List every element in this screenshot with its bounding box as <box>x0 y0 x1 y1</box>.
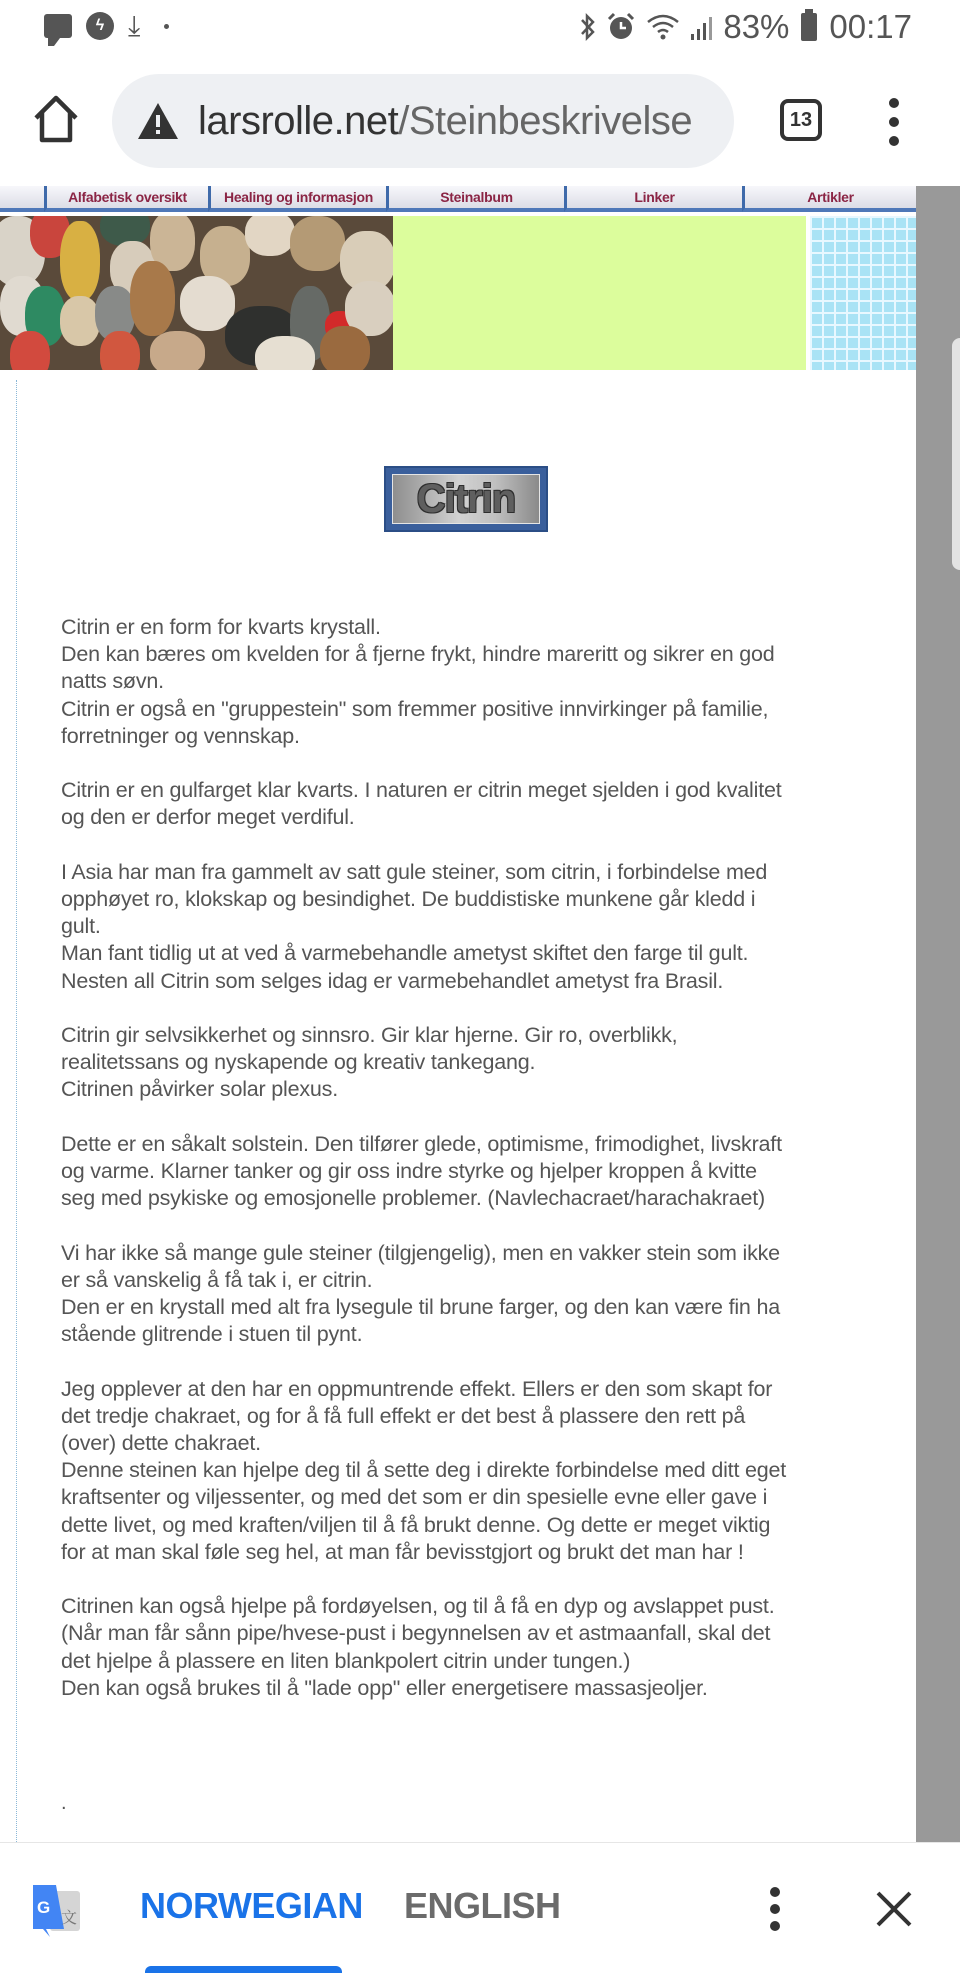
banner-lime-block <box>393 216 806 370</box>
home-icon[interactable] <box>30 94 82 144</box>
browser-menu-icon[interactable] <box>884 98 904 146</box>
dot-icon <box>164 24 169 29</box>
paragraph-line: seg med psykiske og emosjonelle problemer. (Navlechacraet/harachakraet) <box>61 1186 766 1211</box>
paragraph-line: Citrin gir selvsikkerhet og sinnsro. Gir klar hjerne. Gir ro, overblikk, <box>61 1023 678 1047</box>
paragraph-line: Nesten all Citrin som selges idag er varmebehandlet ametyst fra Brasil. <box>61 968 724 993</box>
paragraph-line: Citrin er en form for kvarts krystall. <box>61 615 381 639</box>
paragraph-line: (over) dette chakraet. <box>61 1431 261 1455</box>
article-paragraph <box>61 1131 881 1213</box>
clock: 00:17 <box>829 8 912 45</box>
wifi-icon <box>645 12 681 42</box>
alarm-icon <box>605 11 637 43</box>
system-icons <box>579 8 912 46</box>
nav-healing-og-informasjon[interactable]: Healing og informasjon <box>208 186 386 212</box>
article-body <box>61 614 881 1729</box>
paragraph-line: det tredje chakraet, og for å få full effekt er det best å plassere den rett på <box>61 1403 746 1428</box>
translate-bar <box>0 1842 960 1973</box>
paragraph-line: Man fant tidlig ut at ved å varmebehandle ametyst skiftet den farge til gult. <box>61 941 749 966</box>
browser-toolbar <box>0 56 960 186</box>
bluetooth-icon <box>579 12 597 42</box>
battery-icon <box>801 13 817 41</box>
paragraph-line: I Asia har man fra gammelt av satt gule steiner, som citrin, i forbindelse med <box>61 859 768 884</box>
paragraph-line: realitetssans og nyskapende og kreativ tankegang. <box>61 1050 536 1075</box>
nav-artikler[interactable]: Artikler <box>742 186 916 212</box>
paragraph-line: kraftsenter og viljessenter, og med det som er din spesielle evne eller gave i <box>61 1485 768 1510</box>
paragraph-line: og varme. Klarner tanker og gir oss indre styrke og hjelper kroppen å kvitte <box>61 1159 757 1183</box>
address-bar[interactable] <box>112 74 734 168</box>
paragraph-line: og den er derfor meget verdiful. <box>61 805 355 830</box>
message-icon <box>44 14 72 38</box>
nav-alfabetisk-oversikt[interactable]: Alfabetisk oversikt <box>44 186 208 212</box>
url-domain: larsrolle.net <box>198 98 399 143</box>
paragraph-line: stående glitrende i stuen til pynt. <box>61 1322 363 1347</box>
article-paragraph <box>61 1022 881 1104</box>
paragraph-line: natts søvn. <box>61 669 164 694</box>
paragraph-line: gult. <box>61 914 101 939</box>
target-language-tab[interactable]: ENGLISH <box>404 1885 561 1926</box>
article-paragraph <box>61 1240 881 1349</box>
paragraph-line: Jeg opplever at den har en oppmuntrende effekt. Ellers er den som skapt for <box>61 1376 773 1401</box>
nav-linker[interactable]: Linker <box>564 186 742 212</box>
paragraph-line: Den er en krystall med alt fra lysegule til brune farger, og den kan være fin ha <box>61 1295 780 1319</box>
article-paragraph <box>61 777 881 831</box>
google-translate-icon <box>30 1883 82 1939</box>
nav-steinalbum[interactable]: Steinalbum <box>386 186 564 212</box>
paragraph-line: forretninger og vennskap. <box>61 723 300 748</box>
paragraph-line: Den kan også brukes til å "lade opp" eller energetisere massasjeoljer. <box>61 1675 708 1700</box>
warning-icon[interactable] <box>136 101 180 141</box>
article-paragraph <box>61 1593 881 1702</box>
tab-switcher-button[interactable]: 13 <box>780 99 822 141</box>
paragraph-line: Citrin er en gulfarget klar kvarts. I naturen er citrin meget sjelden i god kvalitet <box>61 778 782 803</box>
paragraph-line: Vi har ikke så mange gule steiner (tilgjengelig), men en vakker stein som ikke <box>61 1240 780 1265</box>
site-banner <box>0 216 916 370</box>
paragraph-line: opphøyet ro, klokskap og besindighet. De buddistiske munkene går kledd i <box>61 887 756 911</box>
paragraph-line: Dette er en såkalt solstein. Den tilfører glede, optimisme, frimodighet, livskraft <box>61 1131 782 1156</box>
citrin-title-image <box>384 466 548 532</box>
left-divider <box>16 380 17 1842</box>
nav-item-edge <box>0 186 44 212</box>
signal-icon <box>689 12 715 42</box>
paragraph-line: det hjelpe å plassere en liten blankpolert citrin under tungen.) <box>61 1648 631 1673</box>
site-nav <box>0 186 916 212</box>
paragraph-line: Citrin er også en "gruppestein" som fremmer positive innvirkinger på familie, <box>61 696 769 721</box>
status-bar <box>0 0 960 56</box>
svg-text:G: G <box>37 1898 51 1917</box>
paragraph-line: Citrinen påvirker solar plexus. <box>61 1077 338 1102</box>
article-paragraph <box>61 1376 881 1566</box>
messenger-icon: ϟ <box>86 12 114 40</box>
notification-icons <box>44 12 169 40</box>
trailing-dot: . <box>61 1792 67 1814</box>
download-icon: ⤓ <box>128 10 141 41</box>
url-text <box>198 99 692 144</box>
source-language-tab[interactable]: NORWEGIAN <box>140 1885 363 1926</box>
banner-grid-block <box>810 216 916 370</box>
battery-percent: 83% <box>723 8 790 45</box>
url-path: /Steinbeskrivelse <box>398 98 693 143</box>
paragraph-line: Den kan bæres om kvelden for å fjerne frykt, hindre mareritt og sikrer en god <box>61 642 775 667</box>
paragraph-line: Denne steinen kan hjelpe deg til å sette deg i direkte forbindelse med ditt eget <box>61 1458 787 1483</box>
title-image-text: Citrin <box>392 474 540 524</box>
web-page <box>0 186 916 1842</box>
article-paragraph <box>61 859 881 995</box>
paragraph-line: dette livet, og med kraften/viljen til å få brukt denne. Og dette er meget viktig <box>61 1512 771 1537</box>
scrollbar-thumb[interactable] <box>952 338 960 570</box>
paragraph-line: for at man skal føle seg hel, at man får bevisstgjort og brukt det man har ! <box>61 1539 744 1564</box>
article-paragraph <box>61 614 881 750</box>
active-tab-indicator <box>145 1966 342 1973</box>
paragraph-line: (Når man får sånn pipe/hvese-pust i begynnelsen av et astmaanfall, skal det <box>61 1621 771 1646</box>
paragraph-line: er så vanskelig å få tak i, er citrin. <box>61 1267 373 1292</box>
close-icon[interactable] <box>872 1887 916 1931</box>
paragraph-line: Citrinen kan også hjelpe på fordøyelsen, og til å få en dyp og avslappet pust. <box>61 1594 775 1619</box>
stones-image <box>0 216 393 370</box>
translate-menu-icon[interactable] <box>768 1887 782 1931</box>
svg-text:文: 文 <box>61 1908 78 1927</box>
